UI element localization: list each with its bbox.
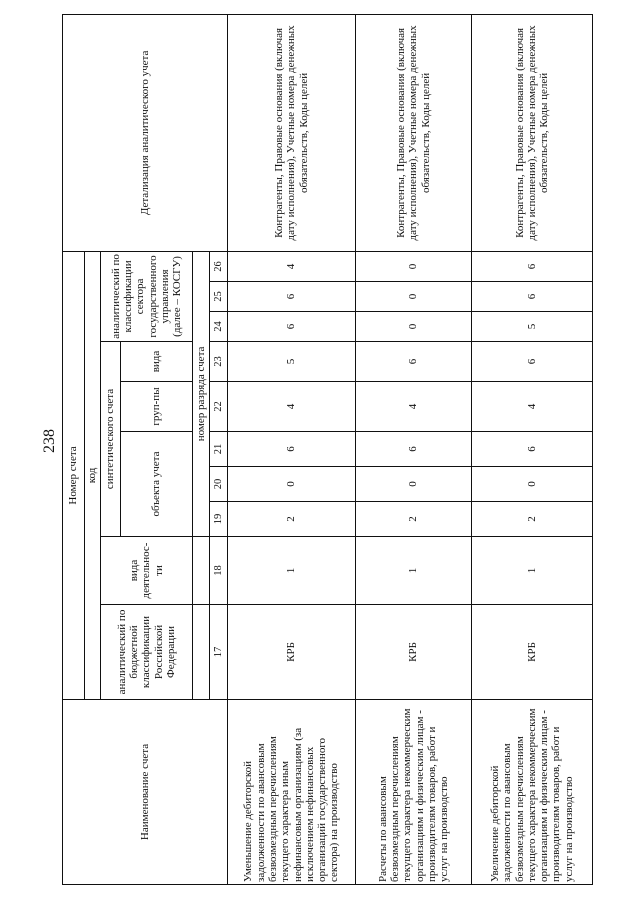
row-obj2: 0 [472,467,593,502]
row-group: 4 [356,382,472,432]
header-spacer-bk [193,605,210,700]
row-bk: КРБ [356,605,472,700]
row-obj1: 2 [472,502,593,537]
digit-cell: 20 [210,467,228,502]
row-kosgu3: 6 [472,251,593,281]
rotated-table-sheet [62,25,592,885]
table-row [228,14,356,884]
header-digit-number: номер разряда счета [193,251,210,536]
row-kosgu2: 6 [472,282,593,312]
account-table [62,14,593,885]
header-code: код [85,251,101,699]
header-kind: вида [121,342,193,382]
row-bk: КРБ [228,605,356,700]
page-number-text: 238 [41,429,58,453]
digit-cell: 21 [210,432,228,467]
row-kosgu3: 4 [228,251,356,281]
row-kind: 6 [472,342,593,382]
row-detail: Контрагенты, Правовые основания (включая дату исполнения), Учетные номера денежных обязательств, Коды целей [228,14,356,251]
row-activity: 1 [356,537,472,605]
row-obj2: 0 [228,467,356,502]
row-kosgu2: 6 [228,282,356,312]
table-row [472,14,593,884]
digit-cell: 25 [210,282,228,312]
row-kosgu3: 0 [356,251,472,281]
row-detail: Контрагенты, Правовые основания (включая дату исполнения), Учетные номера денежных обязательств, Коды целей [356,14,472,251]
digit-cell: 26 [210,251,228,281]
row-obj3: 6 [472,432,593,467]
row-group: 4 [228,382,356,432]
row-kind: 5 [228,342,356,382]
header-account-object: объекта учета [121,432,193,537]
header-group: груп-пы [121,382,193,432]
row-obj1: 2 [228,502,356,537]
header-synthetic: синтетического счета [101,342,121,537]
row-obj3: 6 [228,432,356,467]
header-activity-type: вида деятельнос-ти [101,537,193,605]
row-obj2: 0 [356,467,472,502]
header-analytic-kosgu: аналитический по классификации сектора государственного управления (далее – КОСГУ) [101,251,193,341]
digit-cell: 19 [210,502,228,537]
row-kosgu1: 6 [228,312,356,342]
digit-cell: 23 [210,342,228,382]
header-account-name: Наименование счета [63,700,228,885]
row-bk: КРБ [472,605,593,700]
table-row [356,14,472,884]
row-name: Расчеты по авансовым безвозмездным перечислениям текущего характера некоммерческим организациям и физическим лицам - производителям товаров, работ и услуг на производство [356,700,472,885]
row-name: Уменьшение дебиторской задолженности по авансовым безвозмездным перечислениям текущего характера иным нефинансовым организациям (за исключением нефинансовых организаций государственного сектора) на производство [228,700,356,885]
row-group: 4 [472,382,593,432]
row-obj3: 6 [356,432,472,467]
header-analytic-bk: аналитический по бюджетной классификации Российской Федерации [101,605,193,700]
row-detail: Контрагенты, Правовые основания (включая дату исполнения), Учетные номера денежных обязательств, Коды целей [472,14,593,251]
row-obj1: 2 [356,502,472,537]
row-kind: 6 [356,342,472,382]
digit-cell: 22 [210,382,228,432]
row-kosgu1: 0 [356,312,472,342]
row-activity: 1 [472,537,593,605]
digit-cell: 24 [210,312,228,342]
header-spacer-activity [193,537,210,605]
header-account-number: Номер счета [63,251,85,699]
row-kosgu1: 5 [472,312,593,342]
row-activity: 1 [228,537,356,605]
digit-cell: 17 [210,605,228,700]
row-name: Увеличение дебиторской задолженности по авансовым безвозмездным перечислениям текущего характера некоммерческим организациям и физическим лицам - производителям товаров, работ и услуг на производство [472,700,593,885]
digit-cell: 18 [210,537,228,605]
row-kosgu2: 0 [356,282,472,312]
header-detail: Детализация аналитического учета [63,14,228,251]
